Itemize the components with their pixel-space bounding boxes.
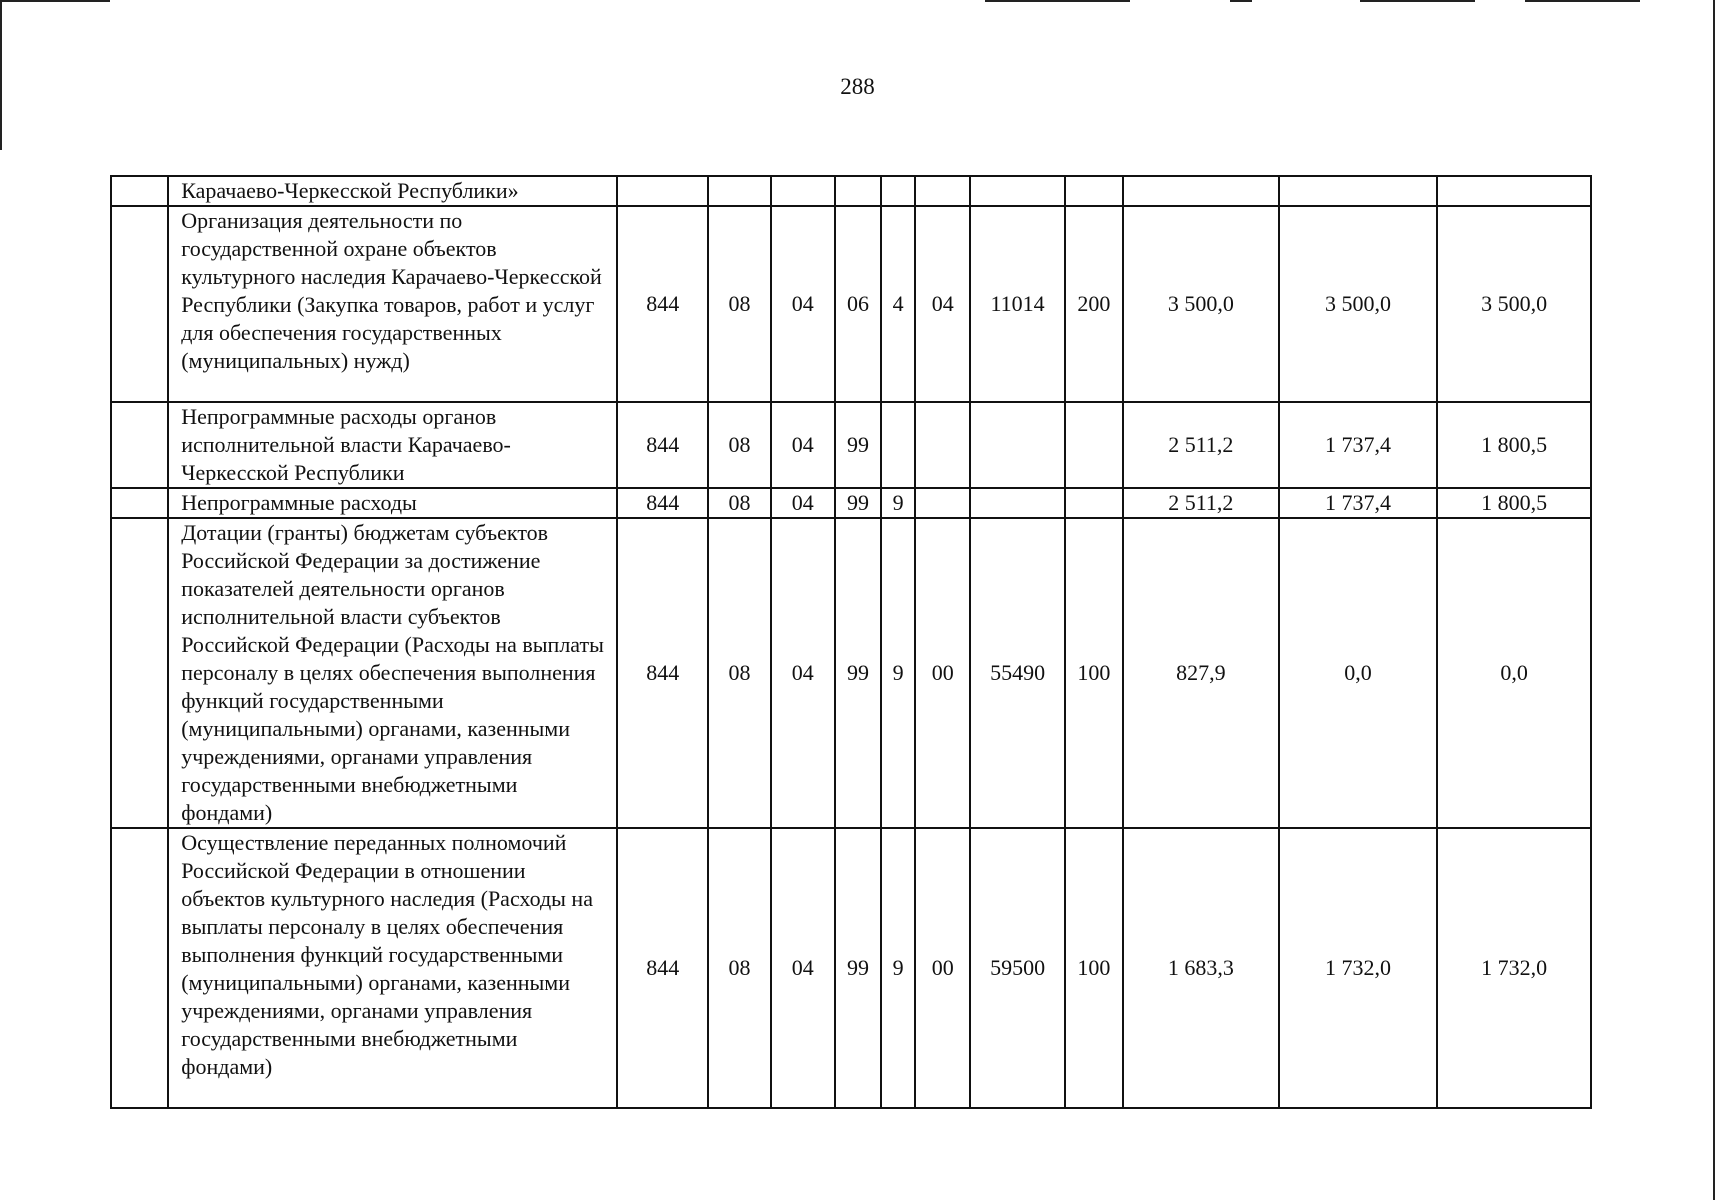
amount-year1-cell: 3 500,0 — [1123, 206, 1279, 402]
description-cell: Дотации (гранты) бюджетам субъектов Российской Федерации за достижение показателей деятельности органов исполнительной власти субъектов Российской Федерации (Расходы на выплаты персоналу в целях обеспечения выполнения функций государственными (муниципальными) органами, казенными учреждениями, органами управления государственными внебюджетными фондами) — [168, 518, 617, 828]
section-code-cell: 08 — [708, 206, 770, 402]
program-code-cell — [835, 176, 881, 206]
subprogram-code-cell: 4 — [881, 206, 915, 402]
amount-year1-cell: 1 683,3 — [1123, 828, 1279, 1108]
amount-year3-cell: 1 800,5 — [1437, 488, 1591, 518]
amount-year3-cell: 3 500,0 — [1437, 206, 1591, 402]
amount-year3-cell — [1437, 176, 1591, 206]
amount-year2-cell: 1 732,0 — [1279, 828, 1438, 1108]
budget-table — [110, 175, 1592, 1109]
subprogram-code-cell: 9 — [881, 518, 915, 828]
program-code-cell: 99 — [835, 828, 881, 1108]
measure-code-cell — [915, 176, 970, 206]
table-row — [111, 518, 1591, 828]
amount-year1-cell: 2 511,2 — [1123, 402, 1279, 488]
amount-year2-cell: 1 737,4 — [1279, 402, 1438, 488]
description-cell: Организация деятельности по государственной охране объектов культурного наследия Карачаево-Черкесской Республики (Закупка товаров, работ и услуг для обеспечения государственных (муниципальных) нужд) — [168, 206, 617, 402]
section-code-cell: 08 — [708, 518, 770, 828]
subsection-code-cell: 04 — [771, 828, 835, 1108]
table-row — [111, 402, 1591, 488]
ministry-code-cell: 844 — [617, 518, 708, 828]
ministry-code-cell: 844 — [617, 402, 708, 488]
scan-top-line — [985, 0, 1130, 2]
section-code-cell: 08 — [708, 488, 770, 518]
table-row — [111, 176, 1591, 206]
direction-code-cell: 11014 — [970, 206, 1064, 402]
description-cell: Осуществление переданных полномочий Российской Федерации в отношении объектов культурного наследия (Расходы на выплаты персоналу в целях обеспечения выполнения функций государственными (муниципальными) органами, казенными учреждениями, органами управления государственными внебюджетными фондами) — [168, 828, 617, 1108]
page-number: 288 — [840, 74, 875, 99]
subsection-code-cell: 04 — [771, 518, 835, 828]
program-code-cell: 99 — [835, 402, 881, 488]
amount-year2-cell: 1 737,4 — [1279, 488, 1438, 518]
expense-type-cell: 200 — [1065, 206, 1123, 402]
measure-code-cell — [915, 402, 970, 488]
amount-year1-cell: 2 511,2 — [1123, 488, 1279, 518]
row-index-cell — [111, 176, 168, 206]
subprogram-code-cell: 9 — [881, 488, 915, 518]
program-code-cell: 99 — [835, 488, 881, 518]
direction-code-cell — [970, 176, 1064, 206]
measure-code-cell: 00 — [915, 828, 970, 1108]
description-cell: Карачаево-Черкесской Республики» — [168, 176, 617, 206]
direction-code-cell: 55490 — [970, 518, 1064, 828]
ministry-code-cell: 844 — [617, 206, 708, 402]
description-cell: Непрограммные расходы органов исполнительной власти Карачаево-Черкесской Республики — [168, 402, 617, 488]
subprogram-code-cell — [881, 402, 915, 488]
subsection-code-cell — [771, 176, 835, 206]
ministry-code-cell: 844 — [617, 488, 708, 518]
program-code-cell: 06 — [835, 206, 881, 402]
direction-code-cell — [970, 402, 1064, 488]
amount-year3-cell: 1 800,5 — [1437, 402, 1591, 488]
measure-code-cell — [915, 488, 970, 518]
amount-year2-cell — [1279, 176, 1438, 206]
amount-year3-cell: 0,0 — [1437, 518, 1591, 828]
measure-code-cell: 04 — [915, 206, 970, 402]
subsection-code-cell: 04 — [771, 402, 835, 488]
amount-year1-cell — [1123, 176, 1279, 206]
scan-top-line — [0, 0, 110, 2]
section-code-cell — [708, 176, 770, 206]
section-code-cell: 08 — [708, 402, 770, 488]
section-code-cell: 08 — [708, 828, 770, 1108]
ministry-code-cell — [617, 176, 708, 206]
subprogram-code-cell — [881, 176, 915, 206]
amount-year2-cell: 3 500,0 — [1279, 206, 1438, 402]
amount-year1-cell: 827,9 — [1123, 518, 1279, 828]
scan-top-line — [1360, 0, 1475, 2]
subsection-code-cell: 04 — [771, 206, 835, 402]
row-index-cell — [111, 402, 168, 488]
amount-year2-cell: 0,0 — [1279, 518, 1438, 828]
table-row — [111, 206, 1591, 402]
scan-top-line — [1525, 0, 1640, 2]
ministry-code-cell: 844 — [617, 828, 708, 1108]
measure-code-cell: 00 — [915, 518, 970, 828]
expense-type-cell — [1065, 402, 1123, 488]
row-index-cell — [111, 828, 168, 1108]
subprogram-code-cell: 9 — [881, 828, 915, 1108]
scan-top-line — [1230, 0, 1252, 2]
description-cell: Непрограммные расходы — [168, 488, 617, 518]
expense-type-cell — [1065, 488, 1123, 518]
table-row — [111, 828, 1591, 1108]
row-index-cell — [111, 206, 168, 402]
table-row — [111, 488, 1591, 518]
program-code-cell: 99 — [835, 518, 881, 828]
expense-type-cell — [1065, 176, 1123, 206]
subsection-code-cell: 04 — [771, 488, 835, 518]
direction-code-cell — [970, 488, 1064, 518]
row-index-cell — [111, 488, 168, 518]
row-index-cell — [111, 518, 168, 828]
direction-code-cell: 59500 — [970, 828, 1064, 1108]
expense-type-cell: 100 — [1065, 518, 1123, 828]
expense-type-cell: 100 — [1065, 828, 1123, 1108]
amount-year3-cell: 1 732,0 — [1437, 828, 1591, 1108]
